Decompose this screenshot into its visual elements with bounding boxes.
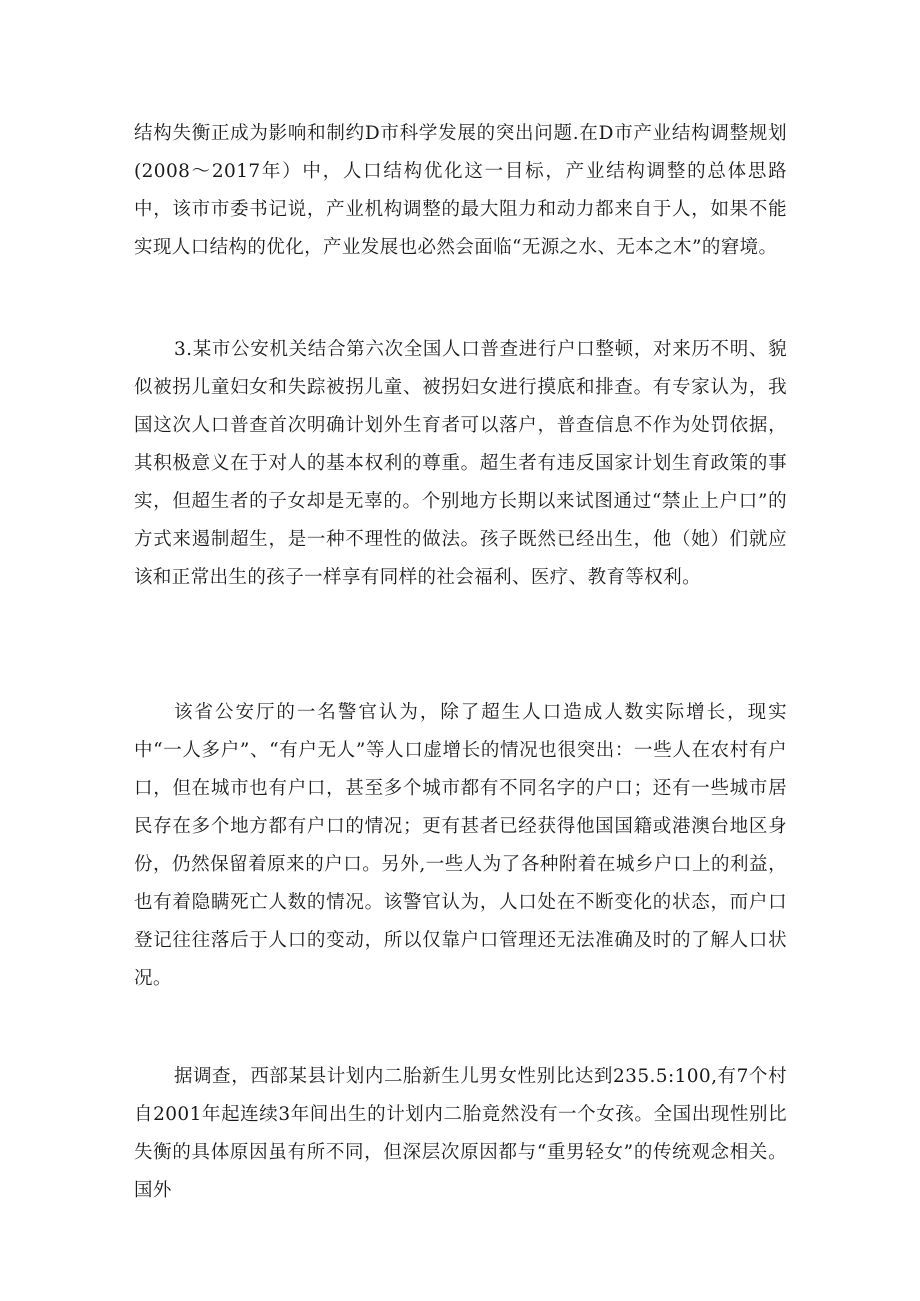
paragraph-sex-ratio-survey: 据调查，西部某县计划内二胎新生儿男女性别比达到235.5:100,有7个村自2001年起连续3年间出生的计划内二胎竟然没有一个女孩。全国出现性别比失衡的具体原因虽有所不同，但深层次原因都与“重男轻女”的传统观念相关。国外 bbox=[134, 1066, 787, 1201]
paragraph-household-registration-check: 3.某市公安机关结合第六次全国人口普查进行户口整顿，对来历不明、貌似被拐儿童妇女和失踪被拐儿童、被拐妇女进行摸底和排查。有专家认为，我国这次人口普查首次明确计划外生育者可以落户，普查信息不作为处罚依据，其积极意义在于对人的基本权利的尊重。超生者有违反国家计划生育政策的事实，但超生者的子女却是无辜的。个别地方长期以来试图通过“禁止上户口”的方式来遏制超生，是一种不理性的做法。孩子既然已经出生，他（她）们就应该和正常出生的孩子一样享有同样的社会福利、医疗、教育等权利。 bbox=[134, 339, 787, 588]
paragraph-police-officer-view: 该省公安厅的一名警官认为，除了超生人口造成人数实际增长，现实中“一人多户”、“有户无人”等人口虚增长的情况也很突出：一些人在农村有户口，但在城市也有户口，甚至多个城市都有不同名字的户口；还有一些城市居民存在多个地方都有户口的情况；更有甚者已经获得他国国籍或港澳台地区身份，仍然保留着原来的户口。另外,一些人为了各种附着在城乡户口上的利益，也有着隐瞒死亡人数的情况。该警官认为，人口处在不断变化的状态，而户口登记往往落后于人口的变动，所以仅靠户口管理还无法准确及时的了解人口状况。 bbox=[134, 702, 787, 989]
paragraph-structure-imbalance: 结构失衡正成为影响和制约D市科学发展的突出问题.在D市产业结构调整规划(2008～2017年）中，人口结构优化这一目标，产业结构调整的总体思路中，该市市委书记说，产业机构调整的最大阻力和动力都来自于人，如果不能实现人口结构的优化，产业发展也必然会面临“无源之水、无本之木”的窘境。 bbox=[134, 123, 787, 258]
